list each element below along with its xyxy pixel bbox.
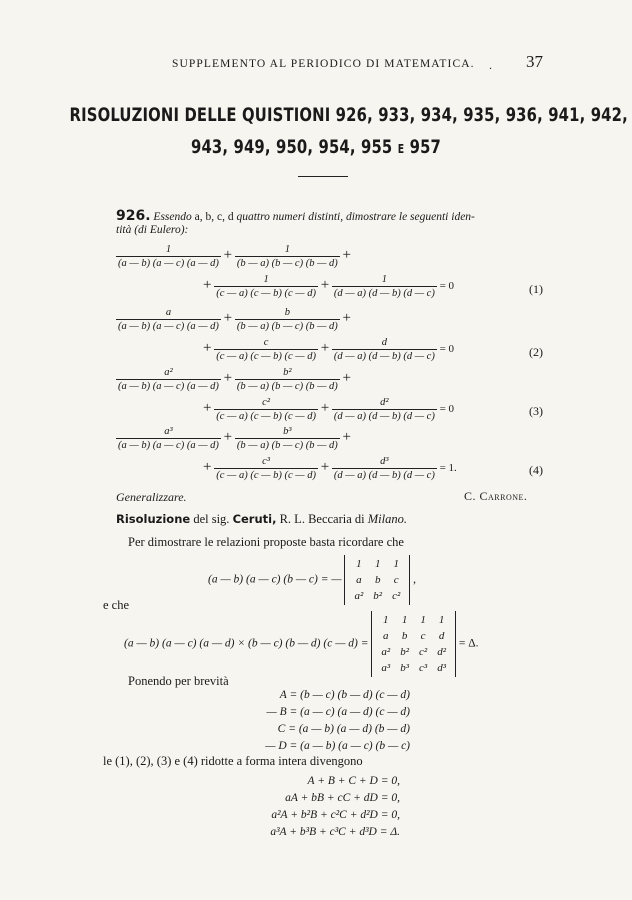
solution-heading-line (116, 512, 407, 527)
question-text-2: quattro numeri distinti, dimostrare le seguenti iden- (236, 211, 475, 223)
question-number: 926. (116, 208, 151, 224)
solution-intro: Per dimostrare le relazioni proposte basta ricordare che (128, 535, 404, 549)
identity-2-lhs: (a — b) (a — c) (a — d) × (b — c) (b — d) (c — d) = (124, 637, 369, 650)
identity-1-end: , (413, 573, 417, 586)
header-dot: . (489, 58, 492, 72)
definition-b: — B = (a — c) (a — d) (c — d) (266, 706, 410, 718)
eq4-frac-a: $\frac{\text{a³}}{(a — b) (a — c) (a — d)}$ (118, 426, 219, 451)
generalize-text: Generalizzare. (116, 490, 187, 504)
page-number: 37 (526, 52, 543, 71)
question-text-1: Essendo (153, 211, 192, 223)
solution-city: Milano. (367, 512, 407, 526)
question-statement-line2: tità (di Eulero): (116, 224, 189, 236)
eq4-rhs: = 1. (439, 462, 457, 475)
result-4: a³A + b³B + c³C + d³D = Δ. (270, 826, 400, 838)
eq3-frac-b: $\frac{\text{b²}}{(b — a) (b — c) (b — d)}$ (236, 367, 338, 392)
solution-affil: R. L. Beccaria di (279, 512, 365, 526)
solution-heading: Risoluzione (116, 512, 191, 526)
solution-by: del sig. (193, 512, 230, 526)
eq1-label: (1) (529, 282, 543, 296)
eq3-frac-a: $\frac{\text{a²}}{(a — b) (a — c) (a — d)}$ (118, 367, 219, 392)
eq2-frac-b: $\frac{b}{(b — a) (b — c) (b — d)}$ (236, 307, 338, 332)
title-line2-main: 943, 949, 950, 954, 955 (190, 136, 393, 158)
identity-2 (124, 611, 479, 677)
eq1-frac-a: $\frac{1}{(a — b) (a — c) (a — d)}$ (118, 244, 219, 269)
eq4-label: (4) (529, 463, 543, 477)
eq3-frac-c: $\frac{\text{c²}}{(c — a) (c — b) (c — d)}$ (216, 397, 316, 422)
eq2-label: (2) (529, 345, 543, 359)
identity-1-lhs: (a — b) (a — c) (b — c) = — (208, 573, 342, 586)
equation-3-row-a: $\frac{\text{a²}}{(a — b) (a — c) (a — d)}$ + $\frac{\text{b²}}{(b — a) (b — c) (b — d)}$ + (118, 367, 351, 392)
eq1-frac-c: $\frac{1}{(c — a) (c — b) (c — d)}$ (216, 274, 316, 299)
eq2-frac-d: $\frac{d}{(d — a) (d — b) (d — c)}$ (333, 337, 435, 362)
results-block (230, 773, 400, 841)
equation-1-row-b: + $\frac{1}{(c — a) (c — b) (c — d)}$ + $\frac{1}{(d — a) (d — b) (d — c)}$ = 0 (203, 274, 455, 299)
e-che-text: e che (103, 598, 130, 612)
running-head: SUPPLEMENTO AL PERIODICO DI MATEMATICA. (172, 58, 475, 70)
definitions-block (240, 687, 410, 755)
definition-d: — D = (a — b) (a — c) (b — c) (265, 740, 410, 752)
reduced-form-text: le (1), (2), (3) e (4) ridotte a forma intera divengono (103, 754, 363, 768)
determinant-3x3: 1 1 1 a b c a² b² c² (344, 555, 410, 605)
equation-2-row-a: $\frac{a}{(a — b) (a — c) (a — d)}$ + $\frac{b}{(b — a) (b — c) (b — d)}$ + (118, 307, 351, 332)
eq3-rhs: = 0 (439, 403, 455, 416)
equation-2-row-b: + $\frac{c}{(c — a) (c — b) (c — d)}$ + $\frac{d}{(d — a) (d — b) (d — c)}$ = 0 (203, 337, 455, 362)
identity-1 (208, 555, 416, 605)
equation-1-row-a: $\frac{1}{(a — b) (a — c) (a — d)}$ + $\frac{1}{(b — a) (b — c) (b — d)}$ + (118, 244, 351, 269)
section-title-line1: RISOLUZIONI DELLE QUISTIONI 926, 933, 934, 935, 936, 941, 942, (69, 104, 628, 126)
definition-c: C = (a — b) (a — d) (b — d) (277, 723, 410, 735)
title-line2-end: 957 (409, 136, 442, 158)
identity-2-end: = Δ. (458, 637, 479, 650)
question-vars: a, b, c, d (194, 211, 234, 223)
result-1: A + B + C + D = 0, (307, 775, 400, 787)
eq3-frac-d: $\frac{\text{d²}}{(d — a) (d — b) (d — c)}$ (333, 397, 435, 422)
eq1-frac-d: $\frac{1}{(d — a) (d — b) (d — c)}$ (333, 274, 435, 299)
eq3-label: (3) (529, 404, 543, 418)
solution-name: Ceruti, (232, 512, 277, 526)
eq1-frac-b: $\frac{1}{(b — a) (b — c) (b — d)}$ (236, 244, 338, 269)
result-2: aA + bB + cC + dD = 0, (285, 792, 400, 804)
eq1-rhs: = 0 (439, 280, 455, 293)
definition-a: A = (b — c) (b — d) (c — d) (279, 689, 410, 701)
equation-4-row-a: $\frac{\text{a³}}{(a — b) (a — c) (a — d)}$ + $\frac{\text{b³}}{(b — a) (b — c) (b — d)}$ + (118, 426, 351, 451)
ponendo-text: Ponendo per brevità (128, 674, 229, 688)
eq4-frac-c: $\frac{\text{c³}}{(c — a) (c — b) (c — d)}$ (216, 456, 316, 481)
eq4-frac-d: $\frac{\text{d³}}{(d — a) (d — b) (d — c)}$ (333, 456, 435, 481)
title-line2-e: E (397, 142, 405, 156)
title-divider (298, 176, 348, 177)
eq2-rhs: = 0 (439, 343, 455, 356)
author-signature: C. Carrone. (464, 489, 528, 503)
determinant-4x4: 1 1 1 1 a b c d a² b² c² d² a³ b³ c³ d³ (371, 611, 456, 677)
result-3: a²A + b²B + c²C + d²D = 0, (271, 809, 400, 821)
equation-4-row-b: + $\frac{\text{c³}}{(c — a) (c — b) (c — d)}$ + $\frac{\text{d³}}{(d — a) (d — b) (d — c)}$ = 1. (203, 456, 457, 481)
equation-3-row-b: + $\frac{\text{c²}}{(c — a) (c — b) (c — d)}$ + $\frac{\text{d²}}{(d — a) (d — b) (d — c)}$ = 0 (203, 397, 455, 422)
question-statement-line1 (116, 208, 475, 224)
section-title-line2 (70, 136, 563, 158)
eq4-frac-b: $\frac{\text{b³}}{(b — a) (b — c) (b — d)}$ (236, 426, 338, 451)
eq2-frac-c: $\frac{c}{(c — a) (c — b) (c — d)}$ (216, 337, 316, 362)
eq2-frac-a: $\frac{a}{(a — b) (a — c) (a — d)}$ (118, 307, 219, 332)
